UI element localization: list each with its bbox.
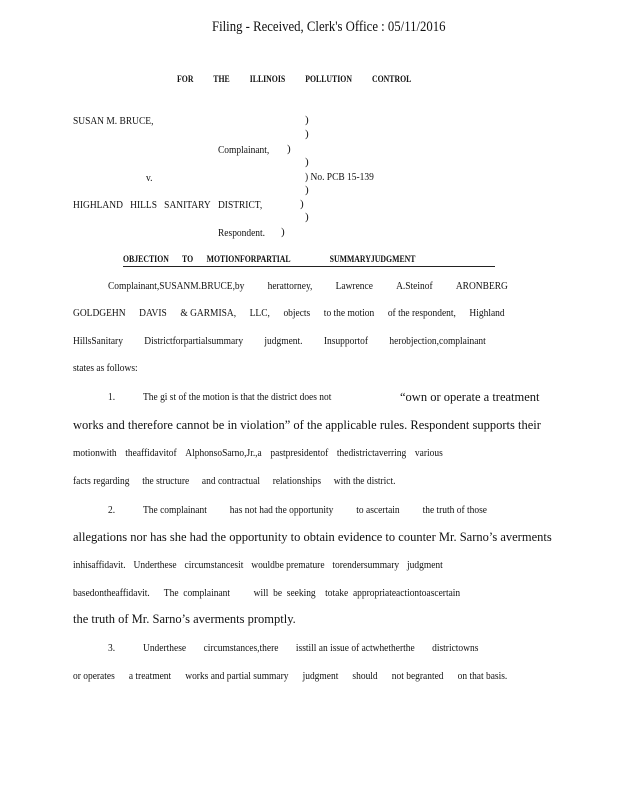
para2-line-4: basedontheaffidavit. The complainant will be seeking totake appropriateactiontoascertain (73, 587, 461, 599)
document-title (123, 256, 420, 266)
para1-line-1a: The gi st of the motion is that the district does not (143, 391, 332, 403)
complainant-role: Complainant, (218, 144, 270, 156)
text-segment: isstill an issue of actwhetherthe (295, 642, 415, 654)
text-segment: the structure (142, 475, 190, 487)
respondent-name-part: DISTRICT, (217, 199, 263, 211)
text-segment: on that basis. (457, 670, 508, 682)
text-segment: districtowns (432, 642, 479, 654)
text-segment: to ascertain (356, 504, 400, 516)
title-part: TO (182, 255, 194, 265)
para3-line-2 (73, 671, 507, 682)
text-segment: not begranted (391, 670, 444, 682)
para1-line-1b: “own or operate a treatment (400, 390, 540, 404)
text-segment: with the district. (333, 475, 396, 487)
respondent-name-part: HILLS (130, 199, 157, 211)
text-segment: judgment (407, 559, 443, 571)
text-segment: has not had the opportunity (229, 504, 334, 516)
versus: v. (146, 172, 153, 184)
text-segment: LLC, (249, 307, 270, 319)
text-segment: judgment (302, 670, 339, 682)
para3-line-1 (143, 643, 478, 654)
para-number: 1. (108, 391, 116, 403)
respondent-name-part: SANITARY (164, 199, 211, 211)
text-segment: The complainant (143, 504, 207, 516)
case-number: ) No. PCB 15-139 (305, 171, 374, 183)
para2-line-1 (143, 505, 487, 516)
text-segment: Lawrence (335, 280, 373, 292)
text-segment: to the motion (323, 307, 375, 319)
text-segment: Highland (469, 307, 505, 319)
text-segment: DAVIS (139, 307, 167, 319)
filing-stamp: Filing - Received, Clerk's Office : 05/11/2016 (212, 19, 446, 35)
caption-paren: ) (305, 128, 309, 140)
intro-line-2 (73, 308, 505, 319)
intro-line-4: states as follows: (73, 362, 138, 374)
para1-line-4 (73, 476, 396, 487)
text-segment: wouldbe premature (251, 559, 325, 571)
text-segment: of the respondent, (387, 307, 456, 319)
para2-line-5: the truth of Mr. Sarno’s averments promptly. (73, 612, 296, 626)
intro-line-1 (108, 281, 508, 292)
caption-paren: ) (287, 143, 291, 155)
para2-line-2: allegations nor has she had the opportunity to obtain evidence to counter Mr. Sarno’s averments (73, 530, 552, 544)
caption-paren: ) (281, 226, 285, 238)
text-segment: torendersummary (332, 559, 400, 571)
text-segment: works and partial summary (185, 670, 289, 682)
text-segment: and contractual (201, 475, 260, 487)
text-segment: herobjection,complainant (389, 335, 486, 347)
text-segment: GOLDGEHN (73, 307, 126, 319)
para-number: 3. (108, 642, 116, 654)
text-segment: Underthese (143, 642, 187, 654)
caption-paren: ) (305, 114, 309, 126)
text-segment: herattorney, (267, 280, 313, 292)
text-segment: AlphonsoSarno,Jr.,a (185, 447, 262, 459)
caption-paren: ) (305, 211, 309, 223)
text-segment: relationships (272, 475, 322, 487)
caption-paren: ) (305, 156, 309, 168)
text-segment: Complainant,SUSANM.BRUCE,by (108, 280, 245, 292)
para-number: 2. (108, 504, 116, 516)
text-segment: & GARMISA, (180, 307, 237, 319)
court-name: FOR THE ILLINOIS POLLUTION CONTROL (177, 75, 412, 85)
text-segment: inhisaffidavit. (73, 559, 126, 571)
para1-line-3 (73, 448, 443, 459)
text-segment: various (414, 447, 443, 459)
respondent-role: Respondent. (218, 227, 266, 239)
intro-line-3 (73, 336, 486, 347)
text-segment: HillsSanitary (73, 335, 123, 347)
title-part: SUMMARYJUDGMENT (329, 255, 416, 265)
text-segment: A.Steinof (396, 280, 433, 292)
text-segment: or operates (73, 670, 115, 682)
para2-line-3 (73, 560, 443, 571)
text-segment: ARONBERG (455, 280, 508, 292)
text-segment: motionwith (73, 447, 117, 459)
text-segment: circumstancesit (184, 559, 244, 571)
para1-line-2: works and therefore cannot be in violation” of the applicable rules. Respondent supports their (73, 418, 541, 432)
text-segment: Underthese (133, 559, 177, 571)
text-segment: facts regarding (73, 475, 130, 487)
text-segment: objects (283, 307, 311, 319)
respondent-name (73, 200, 262, 211)
title-part: OBJECTION (123, 255, 169, 265)
respondent-name-part: HIGHLAND (73, 199, 123, 211)
title-part: MOTIONFORPARTIAL (206, 255, 291, 265)
text-segment: a treatment (128, 670, 172, 682)
text-segment: pastpresidentof (270, 447, 329, 459)
complainant-name: SUSAN M. BRUCE, (73, 115, 154, 127)
text-segment: should (352, 670, 378, 682)
text-segment: theaffidavitof (125, 447, 177, 459)
text-segment: circumstances,there (203, 642, 279, 654)
text-segment: Insupportof (323, 335, 369, 347)
text-segment: thedistrictaverring (336, 447, 407, 459)
text-segment: Districtforpartialsummary (144, 335, 244, 347)
caption-paren: ) (305, 184, 309, 196)
caption-paren: ) (300, 198, 304, 210)
text-segment: judgment. (264, 335, 303, 347)
text-segment: the truth of those (422, 504, 487, 516)
title-underline (123, 266, 495, 267)
